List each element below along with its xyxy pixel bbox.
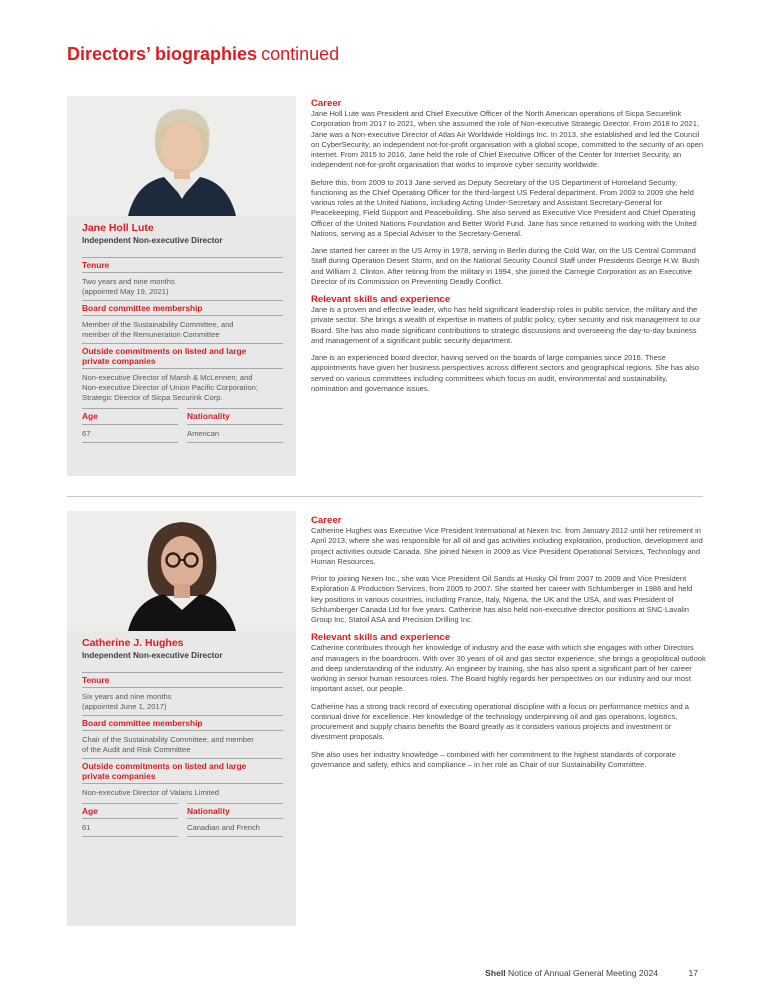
director-panel-hughes: [67, 511, 296, 926]
director-role: Independent Non-executive Director: [82, 651, 223, 660]
director-name: Catherine J. Hughes: [82, 637, 184, 649]
age-nationality-row: [82, 408, 283, 442]
page-footer: [485, 968, 698, 978]
committee-value: [82, 731, 283, 758]
nationality-value: Canadian and French: [187, 819, 283, 837]
career-paragraph: Jane Holl Lute was President and Chief Executive Officer of the North American operations of Sicpa Securelink Corporation from 2017 to 2021, when she assumed the role of Non-executive Strategic Director. From 2018 to 2021, Jane was a Non-executive Director of Atlas Air Worldwide Holdings Inc. In 2013, she established and led the Council on CyberSecurity, an independent not-for-profit organisation with a global scope, committed to the security of an open internet. From 2015 to 2016, Jane held the role of Chief Executive Officer of the Center for Internet Security, an independent not-for-profit organisation that works to improve cyber security worldwide.: [311, 109, 704, 170]
director-bio-lute: [311, 98, 706, 401]
nationality-value: American: [187, 425, 283, 443]
outside-line: Strategic Director of Sicpa Securink Corp.: [82, 393, 223, 403]
outside-value: [82, 784, 283, 801]
nationality-label: Nationality: [187, 803, 283, 819]
outside-label-line: Outside commitments on listed and large: [82, 761, 247, 772]
page-title-main: Directors’ biographies: [67, 44, 258, 64]
tenure-line: Six years and nine months: [82, 692, 172, 702]
page-title-continued: continued: [261, 44, 340, 64]
age-label: Age: [82, 408, 178, 424]
committee-value: [82, 316, 283, 343]
footer-document-title: Notice of Annual General Meeting 2024: [508, 968, 659, 978]
skills-heading: Relevant skills and experience: [311, 632, 451, 644]
career-heading: Career: [311, 98, 342, 109]
tenure-line: Two years and nine months: [82, 277, 175, 287]
committee-line: of the Audit and Risk Committee: [82, 745, 191, 755]
committee-line: Chair of the Sustainability Committee, and member: [82, 735, 254, 745]
portrait-hughes-image: [122, 516, 242, 631]
skills-paragraph: Jane is an experienced board director, having served on the boards of large companies since 2016. These appointments have given her business perspectives across different sectors and geographical regions. She has also served on various committees including committees which focus on audit, environmental and sustainability, nomination and governance issues.: [311, 353, 699, 393]
skills-paragraph: She also uses her industry knowledge – combined with her commitment to the highest standards of corporate governance and safety, ethics and compliance – in her role as Chair of our Sustainability Committee.: [311, 749, 676, 769]
outside-line: Non-executive Director of Valaris Limited: [82, 788, 220, 798]
portrait-lute-image: [122, 101, 242, 216]
tenure-label: Tenure: [82, 257, 283, 273]
outside-value: [82, 369, 283, 406]
age-value: 61: [82, 819, 178, 837]
committee-line: member of the Remuneration Committee: [82, 330, 220, 340]
career-heading: Career: [311, 515, 342, 526]
outside-label: [82, 343, 283, 369]
tenure-line: (appointed May 19, 2021): [82, 287, 169, 297]
tenure-label: Tenure: [82, 672, 283, 688]
age-value: 67: [82, 425, 178, 443]
outside-line: Non-executive Director of Union Pacific Corporation;: [82, 383, 258, 393]
director-role: Independent Non-executive Director: [82, 236, 223, 245]
section-divider: [67, 496, 703, 497]
footer-brand: Shell: [485, 968, 506, 978]
director-panel-lute: [67, 96, 296, 476]
director-bio-hughes: [311, 515, 706, 777]
outside-label-line: private companies: [82, 771, 156, 782]
tenure-line: (appointed June 1, 2017): [82, 702, 167, 712]
age-nationality-row: [82, 803, 283, 837]
director-name: Jane Holl Lute: [82, 222, 154, 234]
career-paragraph: Catherine Hughes was Executive Vice President International at Nexen Inc. from January 2012 until her retirement in April 2013, where she was responsible for all oil and gas activities including exploration, production, development and project activities outside Canada. She joined Nexen in 2009 as Vice President Operational Services, Technology and Human Resources.: [311, 526, 703, 566]
career-paragraph: Prior to joining Nexen Inc., she was Vice President Oil Sands at Husky Oil from 2007 to 2009 and Vice President Exploration & Production Services, from 2005 to 2007. She started her career with Schlumberger in 1986 and held key positions in various countries, including France, Italy, Nigeria, the UK and the USA, and was President of Schlumberger Canada Ltd for five years. Catherine has also held non-executive director positions at SNC-Lavalin Group Inc, Statoil ASA and Precision Drilling Inc.: [311, 574, 693, 625]
committee-line: Member of the Sustainability Committee, and: [82, 320, 234, 330]
portrait-photo: [67, 511, 296, 631]
skills-heading: Relevant skills and experience: [311, 294, 451, 306]
skills-paragraph: Jane is a proven and effective leader, who has held significant leadership roles in public service, the military and the private sector. She brings a wealth of expertise in matters of public policy, cyber security and risk management to our Board. She has also made significant contributions to strategic discussions and overseeing the day-to-day business and management of a significant public security department.: [311, 305, 701, 345]
outside-label-line: Outside commitments on listed and large: [82, 346, 247, 357]
outside-label-line: private companies: [82, 356, 156, 367]
career-paragraph: Before this, from 2009 to 2013 Jane served as Deputy Secretary of the US Department of Homeland Security, functioning as the Chief Operating Officer for the third-largest US Federal department. From 2003 to 2009 she held various roles at the United Nations, including Acting Under-Secretary and Assistant Secretary-General for Peacekeeping, Field Support and Peacebuilding. She also served as Executive Vice President and Chief Operating Officer of the United Nations Foundation and Better World Fund. Jane has since returned to working with the United Nations, serving as a Special Adviser to the Secretary-General.: [311, 177, 697, 238]
outside-label: [82, 758, 283, 784]
portrait-photo: [67, 96, 296, 216]
outside-line: Non-executive Director of Marsh & McLennen; and: [82, 373, 253, 383]
page-title: [67, 44, 339, 65]
committee-label: Board committee membership: [82, 300, 283, 316]
career-paragraph: Jane started her career in the US Army in 1978, serving in Berlin during the Cold War, on the US Central Command Staff during Operation Desert Storm, and on the National Security Council Staff under Presidents George H.W. Bush and William J. Clinton. After retiring from the military in 1994, she joined the Carnegie Corporation as an Executive Director of its Commission on Preventing Deadly Conflict.: [311, 246, 700, 286]
skills-paragraph: Catherine contributes through her knowledge of industry and the ease with which she engages with other Directors and managers in the boardroom. With over 30 years of oil and gas sector experience, she brings a geopolitical outlook and deep understanding of the industry. An engineer by training, she has also spent a significant part of her career working in senior human resources roles. The Board highly regards her perspectives on our industry and our most important asset, our people.: [311, 643, 706, 694]
skills-paragraph: Catherine has a strong track record of executing operational discipline with a focus on performance metrics and a continual drive for excellence. Her knowledge of the technology underpinning oil and gas operations, logistics, procurement and supply chains benefits the Board greatly as it considers various projects and investment or divestment proposals.: [311, 701, 689, 742]
tenure-value: [82, 273, 283, 300]
committee-label: Board committee membership: [82, 715, 283, 731]
tenure-value: [82, 688, 283, 715]
nationality-label: Nationality: [187, 408, 283, 424]
age-label: Age: [82, 803, 178, 819]
page-number: 17: [688, 968, 698, 978]
